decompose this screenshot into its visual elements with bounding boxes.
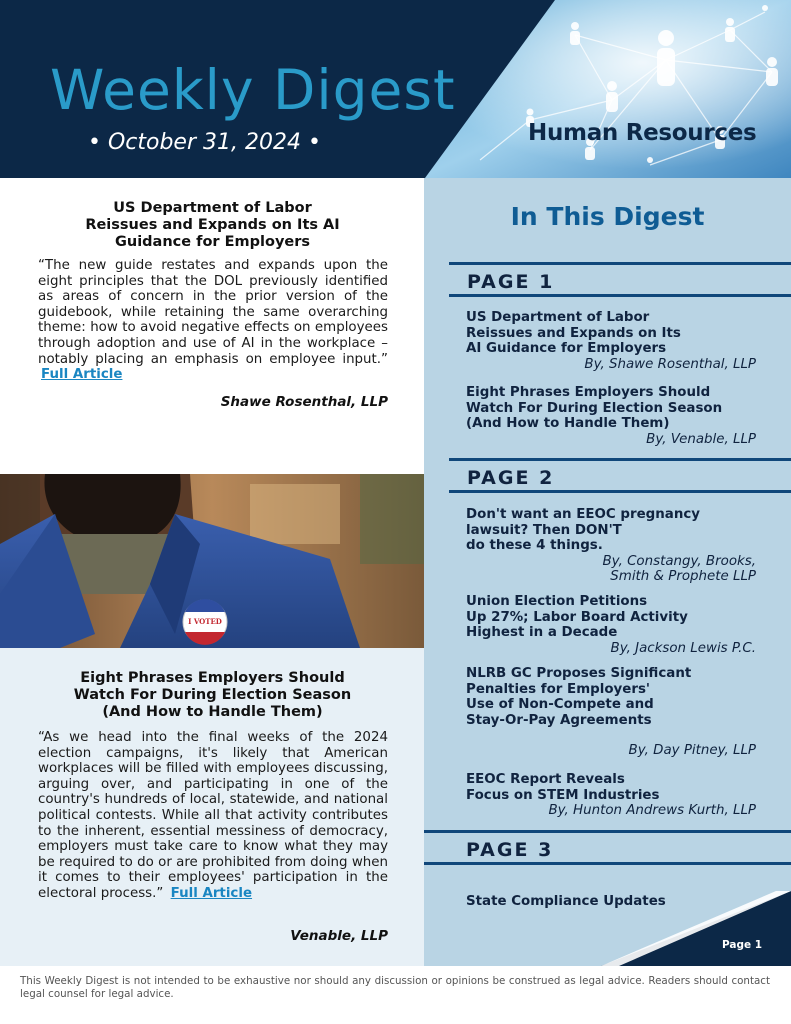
digest-title: Weekly Digest [50, 58, 456, 122]
article-body [38, 730, 388, 902]
voter-photo [0, 474, 424, 648]
toc-item[interactable] [466, 385, 756, 447]
article-title [40, 200, 385, 251]
toc-item[interactable] [466, 666, 756, 759]
toc-item[interactable] [466, 507, 756, 585]
toc-item-byline: By, Shawe Rosenthal, LLP [584, 356, 756, 372]
toc-page-label: PAGE 3 [466, 839, 554, 861]
toc-item-byline: By, Venable, LLP [646, 431, 756, 447]
toc-item-title: Don't want an EEOC pregnancy lawsuit? Then DON'T do these 4 things. [466, 507, 701, 553]
header-banner [0, 0, 791, 178]
toc-item-byline: By, Day Pitney, LLP [628, 743, 756, 758]
toc-item-title: EEOC Report Reveals Focus on STEM Industries [466, 772, 660, 803]
article-election-phrases [0, 648, 424, 966]
toc-item[interactable] [466, 772, 756, 819]
voted-badge-text: I VOTED [188, 617, 222, 626]
toc-page-label: PAGE 1 [467, 271, 555, 293]
toc-item-title: NLRB GC Proposes Significant Penalties for Employers' Use of Non-Compete and Stay-Or-Pay Agreements [466, 666, 692, 728]
article-title-line: Reissues and Expands on Its AI [85, 217, 340, 233]
article-title-line: Watch For During Election Season [73, 687, 352, 703]
department-label: Human Resources [528, 120, 757, 146]
corner-triangle-decoration [601, 891, 791, 966]
toc-title: In This Digest [510, 202, 705, 231]
toc-item-title: Union Election Petitions Up 27%; Labor Board Activity Highest in a Decade [466, 594, 688, 640]
toc-page-header [449, 262, 791, 297]
toc-item[interactable] [466, 310, 756, 372]
toc-item-byline: By, Jackson Lewis P.C. [610, 640, 756, 656]
article-source: Venable, LLP [290, 928, 388, 944]
article-title-line: Eight Phrases Employers Should [80, 670, 345, 686]
toc-item-title: State Compliance Updates [466, 894, 666, 909]
toc-item-byline: By, Constangy, Brooks, Smith & Prophete LLP [602, 553, 756, 584]
article-title-line: (And How to Handle Them) [102, 704, 323, 720]
toc-item-byline: By, Hunton Andrews Kurth, LLP [548, 803, 756, 818]
toc-page-label: PAGE 2 [467, 467, 555, 489]
toc-page-header [424, 830, 791, 865]
toc-item-title: US Department of Labor Reissues and Expands on Its AI Guidance for Employers [466, 310, 681, 356]
toc-item-title: Eight Phrases Employers Should Watch For During Election Season (And How to Handle Them) [466, 385, 723, 431]
toc-item[interactable] [466, 594, 756, 656]
article-title-line: Guidance for Employers [114, 234, 311, 250]
table-of-contents [424, 178, 791, 966]
article-excerpt: “The new guide restates and expands upon the eight principles that the DOL previously identified as areas of concern in the prior version of the guidebook, while retaining the same overarching theme: how to avoid negative effects on employees through adoption and use of AI in the workplace – notably placing an emphasis on employee input.” [38, 258, 388, 367]
full-article-link[interactable]: Full Article [41, 367, 123, 383]
toc-page-header [449, 458, 791, 493]
digest-date: • October 31, 2024 • [88, 130, 321, 155]
article-dol-ai-guidance [0, 178, 424, 474]
article-title [40, 670, 385, 721]
legal-disclaimer: This Weekly Digest is not intended to be exhaustive nor should any discussion or opinions be construed as legal advice. Readers should contact legal counsel for legal advice. [20, 975, 770, 1000]
article-excerpt: “As we head into the final weeks of the 2024 election campaigns, it's likely that American workplaces will be filled with employees discussing, arguing over, and participating in one of the country's hundreds of local, statewide, and national political contests. While all that activity contributes to the inherent, essential messiness of democracy, employers must take care to know what they may be required to do or are prohibited from doing when it comes to their employees' participation in the electoral process.” [38, 730, 388, 901]
article-title-line: US Department of Labor [113, 200, 312, 216]
page-number: Page 1 [722, 939, 763, 951]
article-source: Shawe Rosenthal, LLP [220, 394, 388, 410]
article-body [38, 258, 388, 383]
full-article-link[interactable]: Full Article [170, 885, 253, 901]
